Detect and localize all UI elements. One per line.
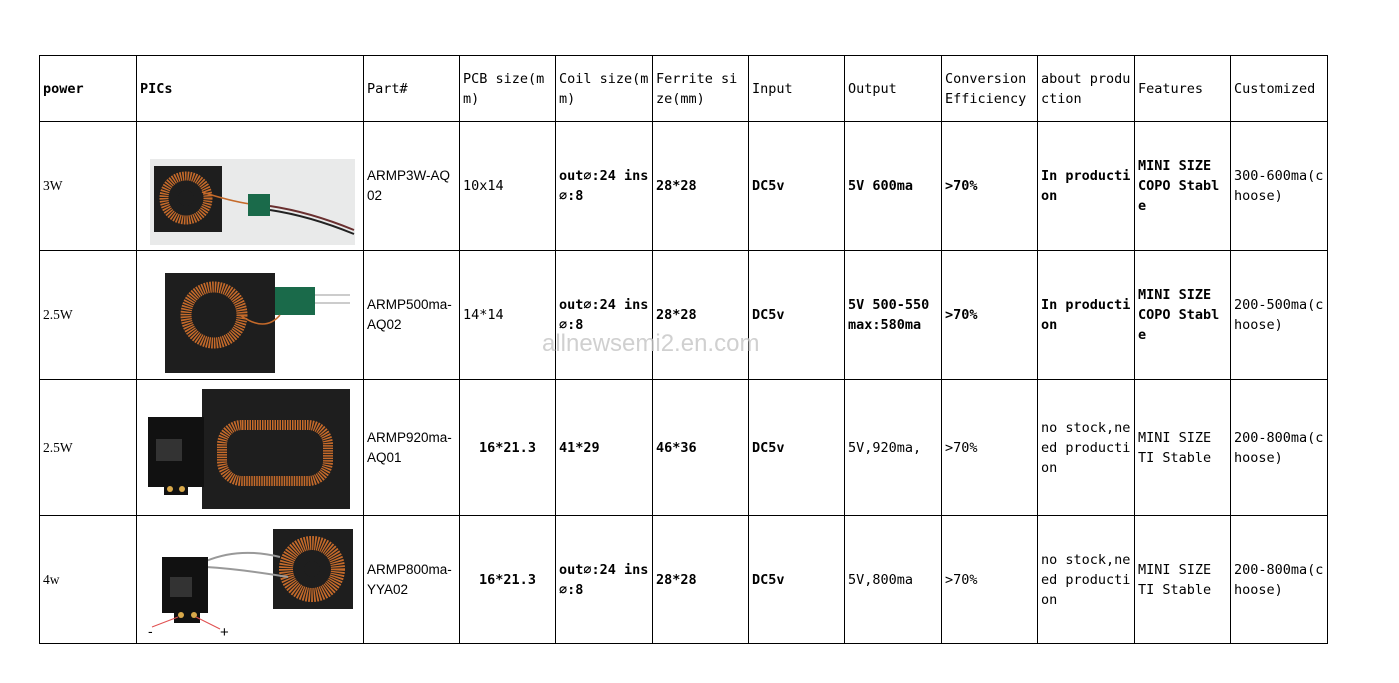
module-photo-4w — [140, 517, 360, 643]
cell-coil: out∅:24 ins∅:8 — [556, 516, 653, 644]
header-features: Features — [1135, 56, 1231, 122]
cell-ferrite: 28*28 — [653, 516, 749, 644]
module-photo-2-5w-b — [140, 383, 360, 513]
cell-pcb: 14*14 — [460, 251, 556, 380]
cell-power: 3W — [40, 122, 137, 251]
header-output: Output — [845, 56, 942, 122]
cell-output: 5V 600ma — [845, 122, 942, 251]
module-photo-2-5w-a — [140, 255, 360, 375]
cell-pic — [137, 122, 364, 251]
cell-efficiency: >70% — [942, 251, 1038, 380]
module-photo-4w-wrap — [140, 517, 360, 643]
cell-ferrite: 28*28 — [653, 122, 749, 251]
cell-input: DC5v — [749, 251, 845, 380]
cell-customized: 200-800ma(choose) — [1231, 516, 1328, 644]
cell-pcb: 10x14 — [460, 122, 556, 251]
header-pics: PICs — [137, 56, 364, 122]
cell-input: DC5v — [749, 122, 845, 251]
cell-pcb: 16*21.3 — [460, 516, 556, 644]
header-row — [40, 56, 1328, 122]
header-customized: Customized — [1231, 56, 1328, 122]
cell-customized: 200-500ma(choose) — [1231, 251, 1328, 380]
cell-output: 5V,920ma, — [845, 380, 942, 516]
cell-coil: 41*29 — [556, 380, 653, 516]
cell-pic — [137, 251, 364, 380]
cell-production: no stock,need production — [1038, 380, 1135, 516]
header-power: power — [40, 56, 137, 122]
table-row — [40, 251, 1328, 380]
cell-part: ARMP3W-AQ02 — [364, 122, 460, 251]
cell-ferrite: 28*28 — [653, 251, 749, 380]
cell-ferrite: 46*36 — [653, 380, 749, 516]
spec-table — [39, 55, 1328, 644]
cell-pcb: 16*21.3 — [460, 380, 556, 516]
cell-output: 5V,800ma — [845, 516, 942, 644]
cell-customized: 300-600ma(choose) — [1231, 122, 1328, 251]
table-row — [40, 516, 1328, 644]
table-row — [40, 380, 1328, 516]
cell-pic — [137, 380, 364, 516]
cell-production: In production — [1038, 251, 1135, 380]
cell-power: 2.5W — [40, 380, 137, 516]
header-input: Input — [749, 56, 845, 122]
header-part: Part# — [364, 56, 460, 122]
cell-power: 4w — [40, 516, 137, 644]
cell-coil: out∅:24 ins∅:8 — [556, 251, 653, 380]
cell-input: DC5v — [749, 516, 845, 644]
cell-power: 2.5W — [40, 251, 137, 380]
cell-production: In production — [1038, 122, 1135, 251]
cell-output: 5V 500-550 max:580ma — [845, 251, 942, 380]
header-production: about production — [1038, 56, 1135, 122]
table-row — [40, 122, 1328, 251]
cell-features: MINI SIZE COPO Stable — [1135, 251, 1231, 380]
cell-features: MINI SIZE TI Stable — [1135, 516, 1231, 644]
header-pcb: PCB size(mm) — [460, 56, 556, 122]
module-photo-3w — [140, 126, 360, 246]
header-coil: Coil size(mm) — [556, 56, 653, 122]
cell-efficiency: >70% — [942, 122, 1038, 251]
cell-features: MINI SIZE COPO Stable — [1135, 122, 1231, 251]
cell-efficiency: >70% — [942, 516, 1038, 644]
cell-efficiency: >70% — [942, 380, 1038, 516]
cell-part: ARMP500ma-AQ02 — [364, 251, 460, 380]
cell-customized: 200-800ma(choose) — [1231, 380, 1328, 516]
cell-part: ARMP800ma-YYA02 — [364, 516, 460, 644]
header-ferrite: Ferrite size(mm) — [653, 56, 749, 122]
cell-part: ARMP920ma-AQ01 — [364, 380, 460, 516]
cell-pic — [137, 516, 364, 644]
cell-input: DC5v — [749, 380, 845, 516]
cell-features: MINI SIZE TI Stable — [1135, 380, 1231, 516]
plus-label: + — [220, 623, 229, 641]
watermark: allnewsemi2.en.com — [542, 330, 760, 357]
cell-production: no stock,need production — [1038, 516, 1135, 644]
minus-label: - — [148, 622, 153, 639]
cell-coil: out∅:24 ins∅:8 — [556, 122, 653, 251]
header-efficiency: Conversion Efficiency — [942, 56, 1038, 122]
